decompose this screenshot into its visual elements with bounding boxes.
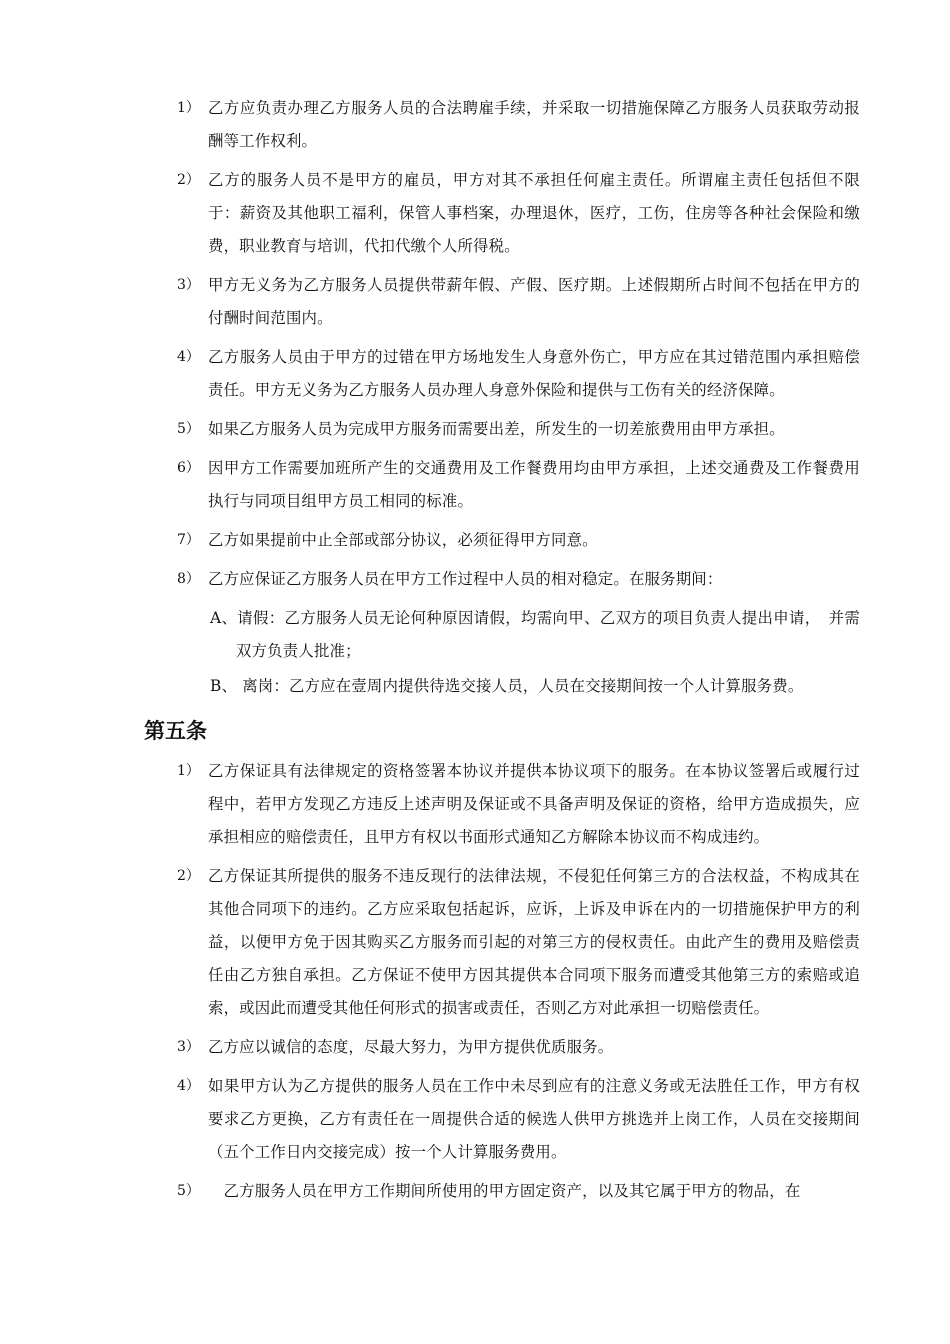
item-number: 4）: [177, 349, 200, 365]
list-item: [0, 92, 950, 158]
sub-item-text: B、 离岗：乙方应在壹周内提供待选交接人员，人员在交接期间按一个人计算服务费。: [210, 677, 804, 695]
item-text: 乙方如果提前中止全部或部分协议，必须征得甲方同意。: [208, 531, 598, 549]
item-number: 4）: [177, 1078, 200, 1094]
list-item: [0, 413, 950, 446]
list-item: [0, 860, 950, 1025]
item-text: 乙方的服务人员不是甲方的雇员，甲方对其不承担任何雇主责任。所谓雇主责任包括但不限于：薪资及其他职工福利，保管人事档案，办理退休，医疗，工伤，住房等各种社会保险和缴费，职业教育与培训，代扣代缴个人所得税。: [208, 171, 860, 255]
item-number: 7）: [177, 532, 200, 548]
item-number: 6）: [177, 460, 200, 476]
item-number: 2）: [177, 868, 200, 884]
item-number: 3）: [177, 1039, 200, 1055]
item-number: 8）: [177, 571, 200, 587]
item-text: 甲方无义务为乙方服务人员提供带薪年假、产假、医疗期。上述假期所占时间不包括在甲方的付酬时间范围内。: [208, 276, 860, 327]
list-item: [0, 1031, 950, 1064]
item-text: 乙方服务人员由于甲方的过错在甲方场地发生人身意外伤亡，甲方应在其过错范围内承担赔偿责任。甲方无义务为乙方服务人员办理人身意外保险和提供与工伤有关的经济保障。: [208, 348, 860, 399]
list-item: [0, 755, 950, 854]
item-text: 如果甲方认为乙方提供的服务人员在工作中未尽到应有的注意义务或无法胜任工作，甲方有权要求乙方更换，乙方有责任在一周提供合适的候选人供甲方挑选并上岗工作，人员在交接期间（五个工作日内交接完成）按一个人计算服务费用。: [208, 1077, 860, 1161]
list-item: [0, 341, 950, 407]
list-item: [0, 269, 950, 335]
item-text: 乙方服务人员在甲方工作期间所使用的甲方固定资产，以及其它属于甲方的物品，在: [208, 1182, 801, 1200]
section-heading: 第五条: [144, 719, 207, 743]
item-number: 2）: [177, 172, 200, 188]
document-content: [0, 92, 950, 1214]
list-item: [0, 164, 950, 263]
item-text: 因甲方工作需要加班所产生的交通费用及工作餐费用均由甲方承担，上述交通费及工作餐费用执行与同项目组甲方员工相同的标准。: [208, 459, 860, 510]
item-text: 乙方应保证乙方服务人员在甲方工作过程中人员的相对稳定。在服务期间：: [208, 570, 723, 588]
item-number: 1）: [177, 763, 200, 779]
list-item: [0, 563, 950, 596]
list-item: [0, 452, 950, 518]
sub-item-departure: [0, 670, 950, 703]
sub-item-text: A、请假：乙方服务人员无论何种原因请假，均需向甲、乙双方的项目负责人提出申请， 并需双方负责人批准；: [210, 609, 860, 660]
list-item: [0, 524, 950, 557]
list-item: [0, 1175, 950, 1208]
item-text: 如果乙方服务人员为完成甲方服务而需要出差，所发生的一切差旅费用由甲方承担。: [208, 420, 785, 438]
item-number: 5）: [177, 421, 200, 437]
item-number: 1）: [177, 100, 200, 116]
item-text: 乙方应以诚信的态度，尽最大努力，为甲方提供优质服务。: [208, 1038, 614, 1056]
list-item: [0, 1070, 950, 1169]
item-number: 3）: [177, 277, 200, 293]
item-text: 乙方保证具有法律规定的资格签署本协议并提供本协议项下的服务。在本协议签署后或履行过程中，若甲方发现乙方违反上述声明及保证或不具备声明及保证的资格，给甲方造成损失，应承担相应的赔偿责任，且甲方有权以书面形式通知乙方解除本协议而不构成违约。: [208, 762, 860, 846]
item-text: 乙方保证其所提供的服务不违反现行的法律法规，不侵犯任何第三方的合法权益，不构成其在其他合同项下的违约。乙方应采取包括起诉，应诉，上诉及申诉在内的一切措施保护甲方的利益，以便甲方免于因其购买乙方服务而引起的对第三方的侵权责任。由此产生的费用及赔偿责任由乙方独自承担。乙方保证不使甲方因其提供本合同项下服务而遭受其他第三方的索赔或追索，或因此而遭受其他任何形式的损害或责任，否则乙方对此承担一切赔偿责任。: [208, 867, 860, 1017]
item-number: 5）: [177, 1183, 200, 1199]
sub-item-leave: [0, 602, 950, 668]
item-text: 乙方应负责办理乙方服务人员的合法聘雇手续，并采取一切措施保障乙方服务人员获取劳动报酬等工作权利。: [208, 99, 860, 150]
